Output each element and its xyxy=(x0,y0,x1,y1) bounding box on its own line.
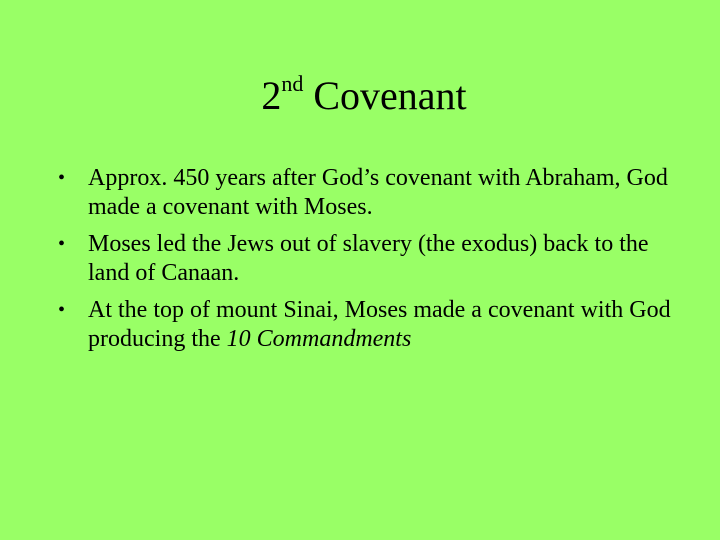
bullet-text: Approx. 450 years after God’s covenant with Abraham, God made a covenant with Moses. xyxy=(88,165,668,220)
bullet-item xyxy=(58,164,678,222)
slide-title xyxy=(0,70,720,122)
bullet-icon: • xyxy=(58,299,66,321)
bullet-item xyxy=(58,230,678,288)
bullet-list xyxy=(58,164,678,362)
bullet-emphasis: 10 Commandments xyxy=(226,326,412,352)
bullet-item xyxy=(58,296,678,354)
bullet-icon: • xyxy=(58,167,66,189)
bullet-text: Moses led the Jews out of slavery (the exodus) back to the land of Canaan. xyxy=(88,231,649,286)
title-word: Covenant xyxy=(313,73,467,118)
title-number: 2 xyxy=(261,73,282,118)
bullet-text: At the top of mount Sinai, Moses made a covenant with God producing the xyxy=(88,297,671,352)
bullet-icon: • xyxy=(58,233,66,255)
title-superscript: nd xyxy=(281,71,304,96)
